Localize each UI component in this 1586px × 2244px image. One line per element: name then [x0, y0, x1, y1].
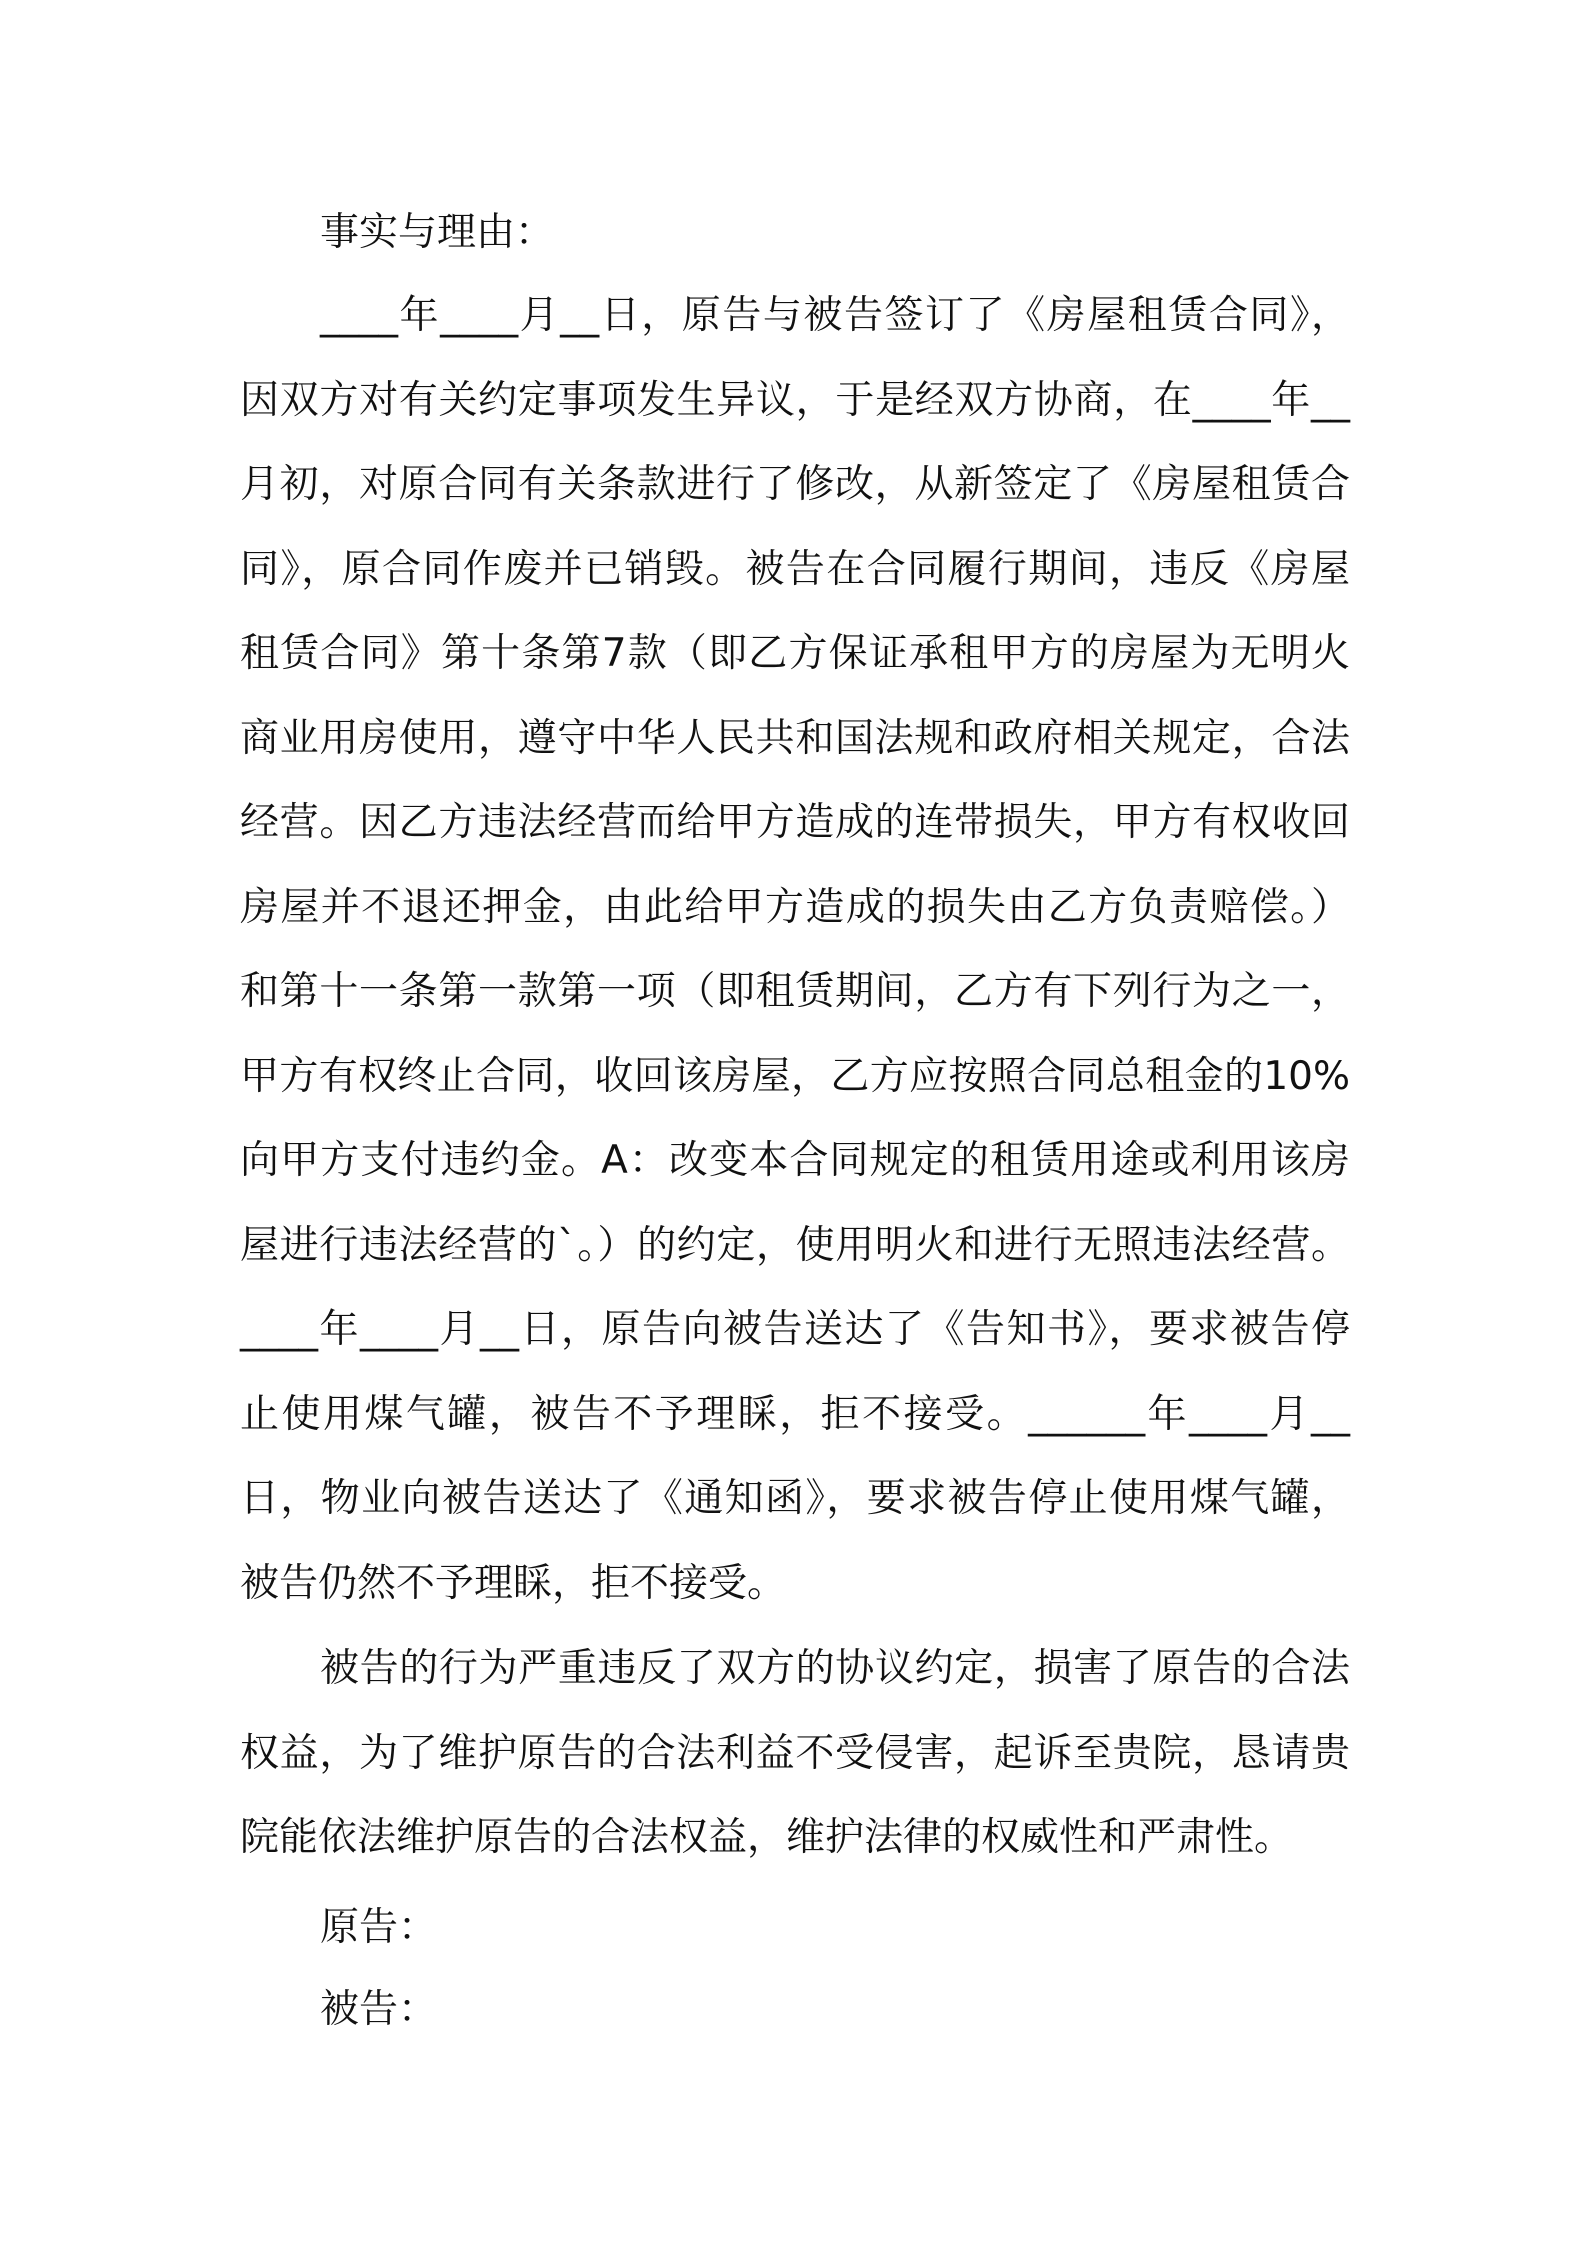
defendant-label: 被告：	[320, 1986, 438, 2032]
section-heading: 事实与理由：	[320, 210, 555, 255]
request-paragraph: 被告的行为严重违反了双方的协议约定，损害了原告的合法权益，为了维护原告的合法利益不受侵害，起诉至贵院，恳请贵院能依法维护原告的合法权益，维护法律的权威性和严肃性。	[240, 1646, 1350, 1860]
facts-paragraph: ____年____月__日，原告与被告签订了《房屋租赁合同》，因双方对有关约定事项发生异议，于是经双方协商，在____年__月初，对原合同有关条款进行了修改，从新签定了《房屋租赁合同》，原合同作废并已销毁。被告在合同履行期间，违反《房屋租赁合同》第十条第7款（即乙方保证承租甲方的房屋为无明火商业用房使用，遵守中华人民共和国法规和政府相关规定，合法经营。因乙方违法经营而给甲方造成的连带损失，甲方有权收回房屋并不退还押金，由此给甲方造成的损失由乙方负责赔偿。）和第十一条第一款第一项（即租赁期间，乙方有下列行为之一，甲方有权终止合同，收回该房屋，乙方应按照合同总租金的10%向甲方支付违约金。A：改变本合同规定的租赁用途或利用该房屋进行违法经营的`。）的约定，使用明火和进行无照违法经营。____年____月__日，原告向被告送达了《告知书》，要求被告停止使用煤气罐，被告不予理睬，拒不接受。______年____月__日，物业向被告送达了《通知函》，要求被告停止使用煤气罐，被告仍然不予理睬，拒不接受。	[240, 293, 1350, 1606]
plaintiff-label: 原告：	[320, 1904, 438, 1950]
document-body	[240, 192, 1350, 2051]
